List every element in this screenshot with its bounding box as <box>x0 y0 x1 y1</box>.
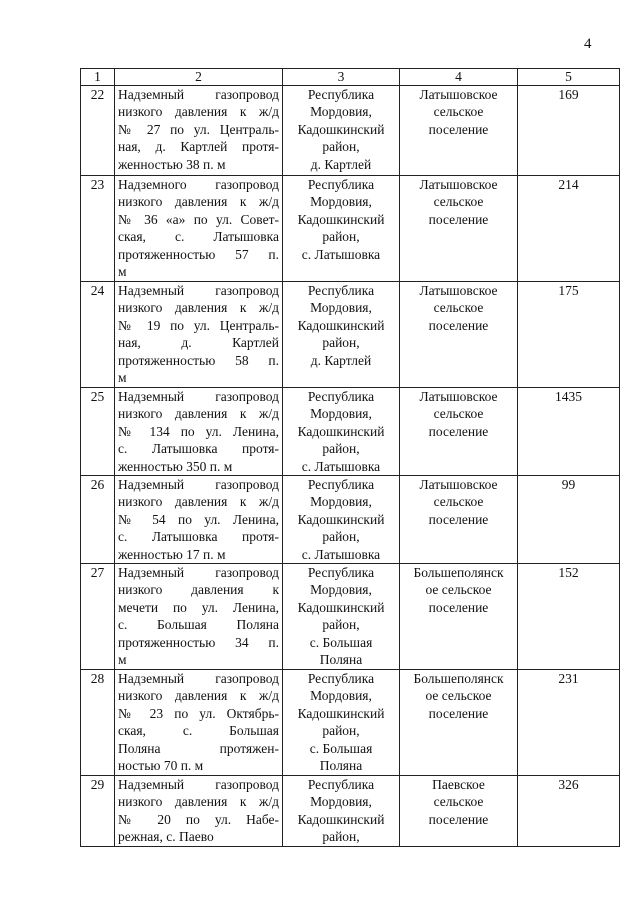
header-col-3: 3 <box>283 69 400 86</box>
description-cell-line: низкого давления к ж/д <box>118 104 279 120</box>
location-cell <box>283 86 400 176</box>
location-cell-line: район, <box>322 139 360 155</box>
location-cell <box>283 176 400 282</box>
location-cell-line: Мордовия, <box>310 688 372 704</box>
row-number-cell: 29 <box>81 776 115 847</box>
settlement-cell-line: поселение <box>428 317 489 333</box>
description-cell <box>115 564 283 670</box>
location-cell-line: район, <box>322 441 360 457</box>
settlement-cell <box>400 776 518 847</box>
location-cell-line: Мордовия, <box>310 194 372 210</box>
location-cell <box>283 388 400 476</box>
settlement-cell-line: Паевское <box>432 777 485 793</box>
description-cell-line: низкого давления к ж/д <box>118 194 279 210</box>
settlement-cell <box>400 86 518 176</box>
description-cell-line: женностью 38 п. м <box>118 156 226 172</box>
length-value-cell: 231 <box>518 670 620 776</box>
location-cell-line: район, <box>322 529 360 545</box>
description-cell-line: № 27 по ул. Централь- <box>118 121 279 137</box>
description-cell <box>115 670 283 776</box>
settlement-cell-line: сельское <box>433 300 484 316</box>
table-row <box>81 388 620 476</box>
row-number-cell: 28 <box>81 670 115 776</box>
description-cell-line: низкого давления к <box>118 582 279 598</box>
description-cell-line: Надземный газопровод <box>118 283 279 298</box>
description-cell-line: ская, с. Латышовка <box>118 229 279 245</box>
settlement-cell-line: ое сельское <box>425 688 492 704</box>
table-row <box>81 670 620 776</box>
location-cell-line: Кадошкинский <box>297 211 385 227</box>
settlement-cell-line: поселение <box>428 599 489 615</box>
settlement-cell-line: Латышовское <box>419 87 498 102</box>
description-cell-line: № 23 по ул. Октябрь- <box>118 705 279 721</box>
settlement-cell-line: сельское <box>433 406 484 422</box>
row-number-cell: 25 <box>81 388 115 476</box>
settlement-cell <box>400 176 518 282</box>
location-cell-line: Мордовия, <box>310 104 372 120</box>
length-value-cell: 99 <box>518 476 620 564</box>
description-cell-line: м <box>118 264 127 280</box>
location-cell-line: Мордовия, <box>310 582 372 598</box>
table-row <box>81 476 620 564</box>
description-cell-line: № 134 по ул. Ленина, <box>118 423 279 439</box>
description-cell-line: с. Латышовка протя- <box>118 529 279 545</box>
description-cell-line: ская, с. Большая <box>118 723 279 739</box>
description-cell-line: Надземный газопровод <box>118 389 279 404</box>
description-cell-line: низкого давления к ж/д <box>118 794 279 810</box>
location-cell-line: Поляна <box>319 652 363 668</box>
location-cell-line: район, <box>322 617 360 633</box>
location-cell-line: Кадошкинский <box>297 705 385 721</box>
description-cell-line: женностью 17 п. м <box>118 546 226 562</box>
location-cell-line: Республика <box>307 477 375 493</box>
settlement-cell-line: поселение <box>428 705 489 721</box>
description-cell-line: № 19 по ул. Централь- <box>118 317 279 333</box>
settlement-cell-line: Латышовское <box>419 283 498 298</box>
settlement-cell <box>400 282 518 388</box>
location-cell-line: с. Большая <box>309 740 373 756</box>
description-cell-line: низкого давления к ж/д <box>118 300 279 316</box>
description-cell-line: Поляна протяжен- <box>118 740 279 756</box>
table-row <box>81 282 620 388</box>
location-cell <box>283 476 400 564</box>
table-row <box>81 564 620 670</box>
location-cell-line: Республика <box>307 283 375 298</box>
description-cell <box>115 776 283 847</box>
settlement-cell-line: поселение <box>428 121 489 137</box>
description-cell-line: протяженностью 58 п. <box>118 352 279 368</box>
location-cell-line: Республика <box>307 565 375 581</box>
description-cell-line: мечети по ул. Ленина, <box>118 599 279 615</box>
description-cell-line: низкого давления к ж/д <box>118 406 279 422</box>
description-cell-line: Надземный газопровод <box>118 671 279 687</box>
location-cell-line: с. Латышовка <box>301 458 381 474</box>
description-cell-line: Надземный газопровод <box>118 565 279 581</box>
row-number-cell: 27 <box>81 564 115 670</box>
settlement-cell-line: поселение <box>428 811 489 827</box>
settlement-cell-line: сельское <box>433 494 484 510</box>
location-cell-line: Мордовия, <box>310 794 372 810</box>
description-cell-line: протяженностью 34 п. <box>118 634 279 650</box>
description-cell-line: Надземный газопровод <box>118 777 279 793</box>
table-row <box>81 86 620 176</box>
description-cell-line: режная, с. Паево <box>118 829 214 845</box>
settlement-cell <box>400 476 518 564</box>
row-number-cell: 22 <box>81 86 115 176</box>
settlement-cell-line: поселение <box>428 423 489 439</box>
row-number-cell: 26 <box>81 476 115 564</box>
description-cell-line: Надземного газопровод <box>118 177 279 192</box>
location-cell-line: район, <box>322 829 360 845</box>
description-cell-line: № 54 по ул. Ленина, <box>118 511 279 527</box>
location-cell-line: Кадошкинский <box>297 599 385 615</box>
description-cell <box>115 86 283 176</box>
table-row <box>81 176 620 282</box>
settlement-cell-line: поселение <box>428 511 489 527</box>
table-header-row <box>81 69 620 86</box>
location-cell-line: Кадошкинский <box>297 511 385 527</box>
location-cell-line: район, <box>322 723 360 739</box>
header-col-5: 5 <box>518 69 620 86</box>
settlement-cell <box>400 670 518 776</box>
description-cell <box>115 388 283 476</box>
location-cell-line: с. Латышовка <box>301 546 381 562</box>
location-cell-line: Республика <box>307 389 375 404</box>
location-cell-line: Республика <box>307 671 375 687</box>
location-cell <box>283 670 400 776</box>
description-cell <box>115 282 283 388</box>
settlement-cell <box>400 564 518 670</box>
description-cell-line: с. Большая Поляна <box>118 617 279 633</box>
settlement-cell <box>400 388 518 476</box>
description-cell-line: протяженностью 57 п. <box>118 246 279 262</box>
location-cell <box>283 776 400 847</box>
description-cell-line: м <box>118 370 127 386</box>
settlement-cell-line: Большеполянск <box>413 671 504 687</box>
description-cell-line: № 36 «а» по ул. Совет- <box>118 211 279 227</box>
location-cell-line: д. Картлей <box>310 156 372 172</box>
location-cell-line: Кадошкинский <box>297 423 385 439</box>
location-cell-line: Мордовия, <box>310 494 372 510</box>
location-cell-line: Кадошкинский <box>297 317 385 333</box>
length-value-cell: 152 <box>518 564 620 670</box>
settlement-cell-line: Латышовское <box>419 477 498 493</box>
row-number-cell: 23 <box>81 176 115 282</box>
length-value-cell: 1435 <box>518 388 620 476</box>
gas-pipeline-table <box>80 68 620 847</box>
table-row <box>81 776 620 847</box>
settlement-cell-line: сельское <box>433 104 484 120</box>
settlement-cell-line: Латышовское <box>419 389 498 404</box>
settlement-cell-line: Большеполянск <box>413 565 504 581</box>
location-cell-line: Республика <box>307 777 375 793</box>
location-cell-line: район, <box>322 229 360 245</box>
description-cell-line: ная, д. Картлей протя- <box>118 139 279 155</box>
page-number: 4 <box>584 36 592 52</box>
row-number-cell: 24 <box>81 282 115 388</box>
location-cell-line: Мордовия, <box>310 300 372 316</box>
description-cell-line: низкого давления к ж/д <box>118 494 279 510</box>
location-cell-line: Кадошкинский <box>297 811 385 827</box>
header-col-1: 1 <box>81 69 115 86</box>
description-cell-line: м <box>118 652 127 668</box>
header-col-4: 4 <box>400 69 518 86</box>
location-cell-line: Республика <box>307 87 375 102</box>
description-cell-line: № 20 по ул. Набе- <box>118 811 279 827</box>
location-cell-line: район, <box>322 335 360 351</box>
settlement-cell-line: ое сельское <box>425 582 492 598</box>
location-cell-line: Республика <box>307 177 375 192</box>
location-cell-line: с. Большая <box>309 634 373 650</box>
description-cell-line: Надземный газопровод <box>118 477 279 493</box>
description-cell-line: ностью 70 п. м <box>118 758 204 774</box>
location-cell-line: с. Латышовка <box>301 246 381 262</box>
description-cell-line: женностью 350 п. м <box>118 458 233 474</box>
settlement-cell-line: Латышовское <box>419 177 498 192</box>
length-value-cell: 169 <box>518 86 620 176</box>
length-value-cell: 214 <box>518 176 620 282</box>
location-cell-line: Кадошкинский <box>297 121 385 137</box>
location-cell-line: д. Картлей <box>310 352 372 368</box>
length-value-cell: 326 <box>518 776 620 847</box>
description-cell-line: низкого давления к ж/д <box>118 688 279 704</box>
settlement-cell-line: сельское <box>433 194 484 210</box>
description-cell-line: Надземный газопровод <box>118 87 279 102</box>
location-cell-line: Мордовия, <box>310 406 372 422</box>
description-cell <box>115 176 283 282</box>
settlement-cell-line: сельское <box>433 794 484 810</box>
location-cell <box>283 564 400 670</box>
description-cell-line: ная, д. Картлей <box>118 335 279 351</box>
header-col-2: 2 <box>115 69 283 86</box>
settlement-cell-line: поселение <box>428 211 489 227</box>
location-cell <box>283 282 400 388</box>
length-value-cell: 175 <box>518 282 620 388</box>
description-cell <box>115 476 283 564</box>
location-cell-line: Поляна <box>319 758 363 774</box>
description-cell-line: с. Латышовка протя- <box>118 441 279 457</box>
